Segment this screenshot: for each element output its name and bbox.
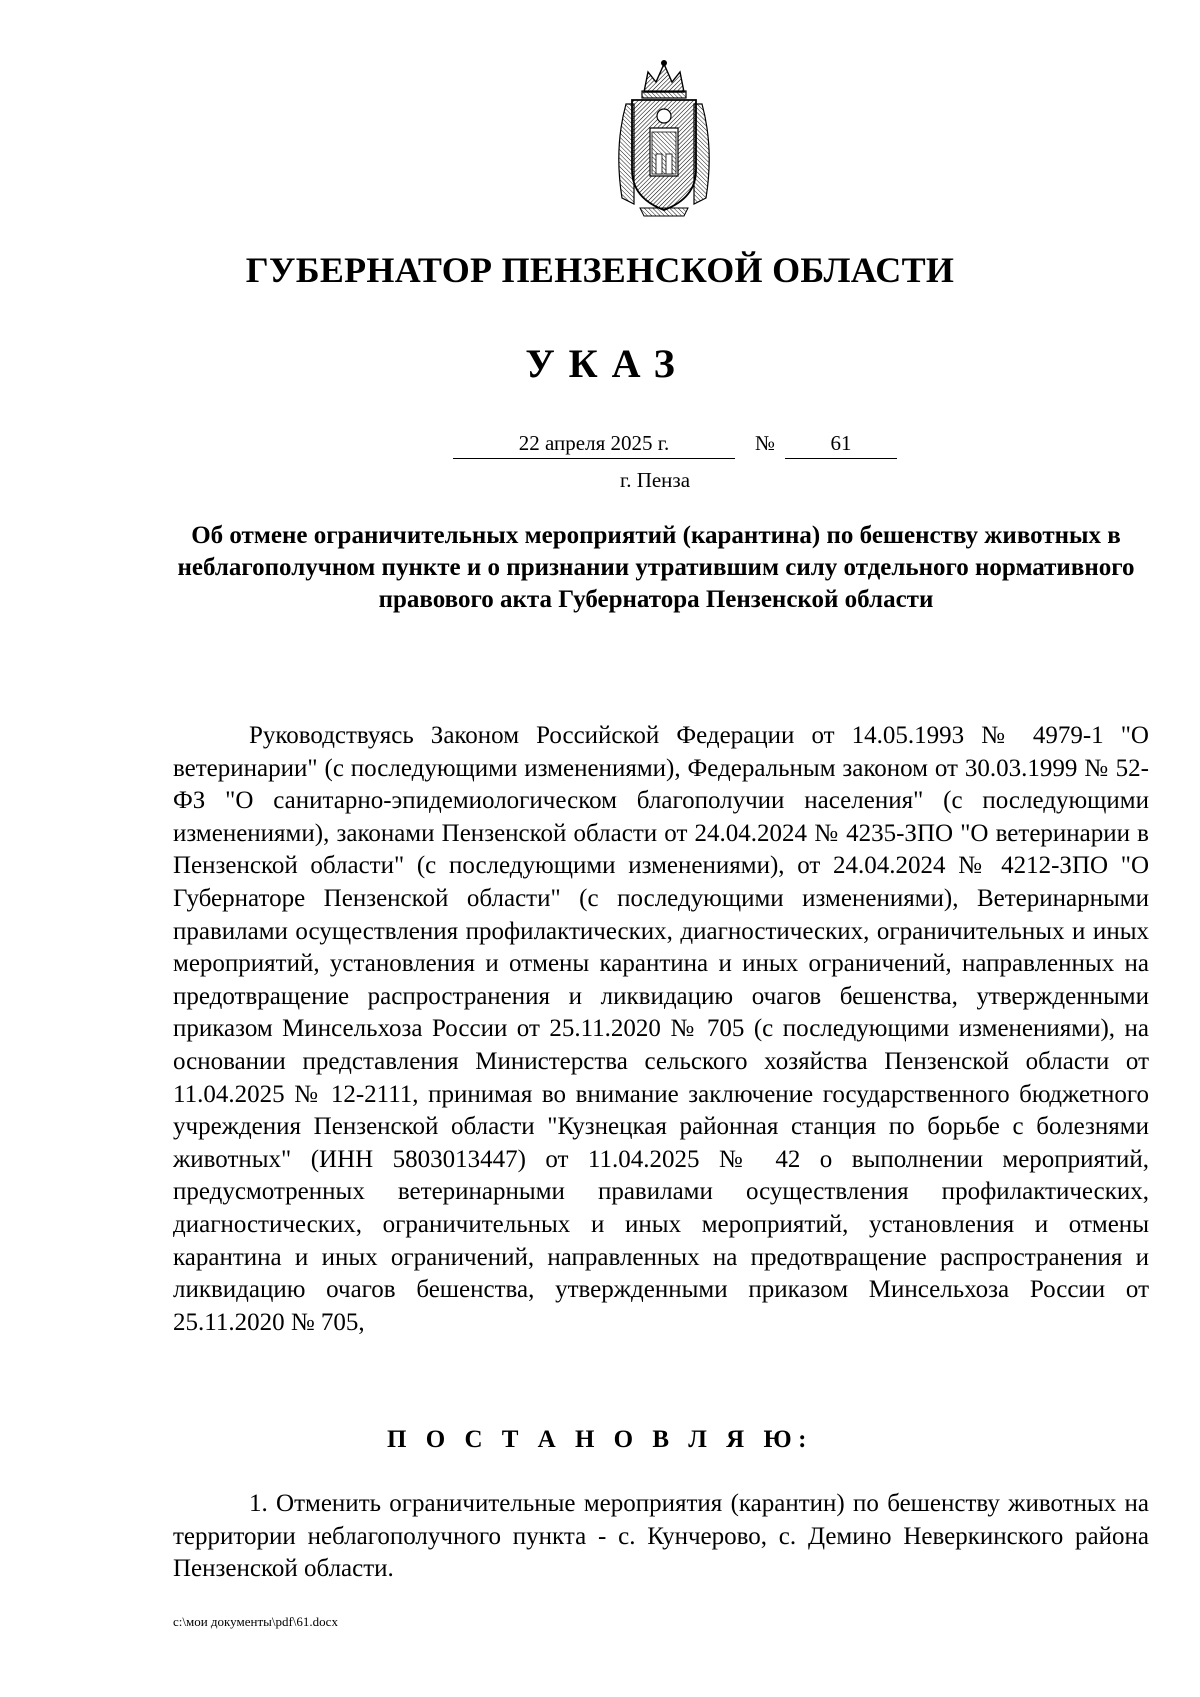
document-city: г. Пенза — [619, 468, 691, 492]
decree-item-1: 1. Отменить ограничительные мероприятия (карантин) по бешенству животных на территории неблагополучного пункта - с. Кунчерово, с. Демино Неверкинского района Пензенской области. — [173, 1490, 1149, 1583]
preamble-paragraph: Руководствуясь Законом Российской Федерации от 14.05.1993 № 4979-1 "О ветеринарии" (с последующими изменениями), Федеральным законом от 30.03.1999 № 52-ФЗ "О санитарно-эпидемиологическом благополучии населения" (с последующими изменениями), законами Пензенской области от 24.04.2024 № 4235-ЗПО "О ветеринарии в Пензенской области" (с последующими изменениями), от 24.04.2024 № 4212-ЗПО "О Губернаторе Пензенской области" (с последующими изменениями), Ветеринарными правилами осуществления профилактических, диагностических, ограничительных и иных мероприятий, установления и отмены карантина и иных ограничений, направленных на предотвращение распространения и ликвидацию очагов бешенства, утвержденными приказом Минсельхоза России от 25.11.2020 № 705 (с последующими изменениями), на основании представления Министерства сельского хозяйства Пензенской области от 11.04.2025 № 12-2111, принимая во внимание заключение государственного бюджетного учреждения Пензенской области "Кузнецкая районная станция по борьбе с болезнями животных" (ИНН 5803013447) от 11.04.2025 № 42 о выполнении мероприятий, предусмотренных ветеринарными правилами осуществления профилактических, диагностических, ограничительных и иных мероприятий, установления и отмены карантина и иных ограничений, направленных на предотвращение распространения и ликвидацию очагов бешенства, утвержденными приказом Минсельхоза России от 25.11.2020 № 705, — [173, 722, 1149, 1336]
document-date: 22 апреля 2025 г. — [453, 428, 735, 459]
document-type: УКАЗ — [525, 341, 689, 386]
coat-of-arms-emblem — [604, 58, 724, 218]
organization-title: ГУБЕРНАТОР ПЕНЗЕНСКОЙ ОБЛАСТИ — [245, 250, 955, 290]
number-sign: № — [754, 431, 776, 455]
decree-heading: П О С Т А Н О В Л Я Ю: — [387, 1426, 813, 1453]
footer-file-path: c:\мои документы\pdf\61.docx — [173, 1614, 338, 1629]
penza-coat-of-arms-icon — [604, 58, 724, 218]
document-title: Об отмене ограничительных мероприятий (карантина) по бешенству животных в неблагополучном пункте и о признании утратившим силу отдельного нормативного правового акта Губернатора Пензенской области — [177, 522, 1135, 613]
document-number: 61 — [785, 428, 897, 459]
